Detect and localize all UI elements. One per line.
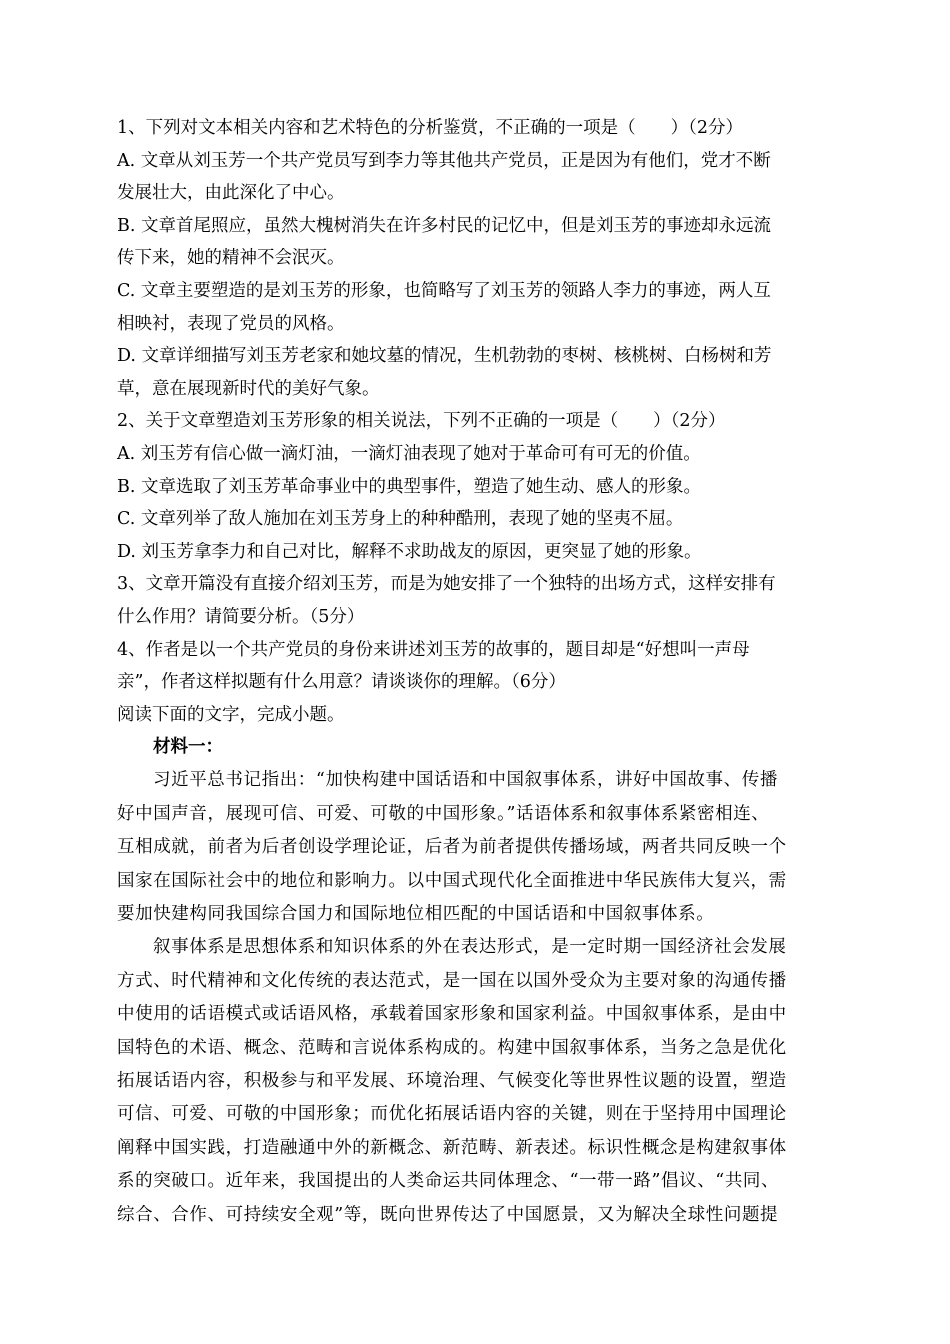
- paragraph-2-line: 拓展话语内容，积极参与和平发展、环境治理、气候变化等世界性议题的设置，塑造: [117, 1070, 787, 1091]
- paragraph-1-line: 国家在国际社会中的地位和影响力。以中国式现代化全面推进中华民族伟大复兴，需: [117, 870, 787, 891]
- q2-option-a: A. 刘玉芳有信心做一滴灯油，一滴灯油表现了她对于革命可有可无的价值。: [117, 443, 701, 464]
- paragraph-2-line: 可信、可爱、可敬的中国形象；而优化拓展话语内容的关键，则在于坚持用中国理论: [117, 1104, 787, 1125]
- question-3: [117, 568, 837, 633]
- paragraph-2-line: 系的突破口。近年来，我国提出的人类命运共同体理念、“一带一路”倡议、“共同、: [117, 1171, 780, 1192]
- paragraph-2-line: 阐释中国实践，打造融通中外的新概念、新范畴、新表述。标识性概念是构建叙事体: [117, 1137, 787, 1158]
- q2-option-c: C. 文章列举了敌人施加在刘玉芳身上的种种酷刑，表现了她的坚夷不屈。: [117, 509, 684, 530]
- document-page: [117, 112, 837, 1232]
- question-4-line1: 4、作者是以一个共产党员的身份来讲述刘玉芳的故事的，题目却是“好想叫一声母: [117, 639, 750, 660]
- paragraph-2-line: 中使用的话语模式或话语风格，承载着国家形象和国家利益。中国叙事体系，是由中: [117, 1004, 787, 1025]
- question-4: [117, 634, 837, 699]
- q1-option-c-line1: C. 文章主要塑造的是刘玉芳的形象，也简略写了刘玉芳的领路人李力的事迹，两人互: [117, 280, 771, 301]
- material-title: 材料一：: [153, 737, 223, 758]
- q2-option-b: B. 文章选取了刘玉芳革命事业中的典型事件，塑造了她生动、感人的形象。: [117, 476, 701, 497]
- question-2: [117, 405, 837, 568]
- q1-option-c-line2: 相映衬，表现了党员的风格。: [117, 313, 345, 334]
- paragraph-2-line: 综合、合作、可持续安全观”等，既向世界传达了中国愿景，又为解决全球性问题提: [117, 1204, 779, 1225]
- material-paragraph-1: [117, 764, 837, 931]
- question-1-stem: 1、下列对文本相关内容和艺术特色的分析鉴赏，不正确的一项是（ ）（2分）: [117, 118, 744, 138]
- paragraph-1-line: 互相成就，前者为后者创设学理论证，后者为前者提供传播场域，两者共同反映一个: [117, 837, 787, 858]
- question-3-line1: 3、文章开篇没有直接介绍刘玉芳，而是为她安排了一个独特的出场方式，这样安排有: [117, 574, 776, 595]
- q1-option-a-line2: 发展壮大，由此深化了中心。: [117, 183, 345, 204]
- paragraph-2-line: 方式、时代精神和文化传统的表达范式，是一国在以国外受众为主要对象的沟通传播: [117, 970, 787, 991]
- q1-option-d-line1: D. 文章详细描写刘玉芳老家和她坟墓的情况，生机勃勃的枣树、核桃树、白杨树和芳: [117, 346, 772, 367]
- paragraph-1-line: 习近平总书记指出：“加快构建中国话语和中国叙事体系，讲好中国故事、传播: [153, 770, 778, 791]
- q1-option-d-line2: 草，意在展现新时代的美好气象。: [117, 378, 380, 399]
- question-3-line2: 什么作用？请简要分析。（5分）: [117, 606, 365, 627]
- paragraph-1-line: 好中国声音，展现可信、可爱、可敬的中国形象。”话语体系和叙事体系紧密相连、: [117, 803, 770, 824]
- q1-option-b-line1: B. 文章首尾照应，虽然大槐树消失在许多村民的记忆中，但是刘玉芳的事迹却永远流: [117, 215, 771, 236]
- paragraph-2-line: 国特色的术语、概念、范畴和言说体系构成的。构建中国叙事体系，当务之急是优化: [117, 1037, 787, 1058]
- reading-instruction: 阅读下面的文字，完成小题。: [117, 704, 345, 725]
- question-1: [117, 112, 837, 405]
- paragraph-2-line: 叙事体系是思想体系和知识体系的外在表达形式，是一定时期一国经济社会发展: [153, 937, 787, 958]
- paragraph-1-line: 要加快建构同我国综合国力和国际地位相匹配的中国话语和中国叙事体系。: [117, 903, 715, 924]
- question-2-stem: 2、关于文章塑造刘玉芳形象的相关说法，下列不正确的一项是（ ）（2分）: [117, 411, 726, 432]
- q2-option-d: D. 刘玉芳拿李力和自己对比，解释不求助战友的原因，更突显了她的形象。: [117, 541, 702, 562]
- question-4-line2: 亲”，作者这样拟题有什么用意？请谈谈你的理解。（6分）: [117, 672, 566, 693]
- q1-option-b-line2: 传下来，她的精神不会泯灭。: [117, 248, 345, 269]
- q1-option-a-line1: A. 文章从刘玉芳一个共产党员写到李力等其他共产党员，正是因为有他们，党才不断: [117, 150, 771, 171]
- material-paragraph-2: [117, 931, 837, 1232]
